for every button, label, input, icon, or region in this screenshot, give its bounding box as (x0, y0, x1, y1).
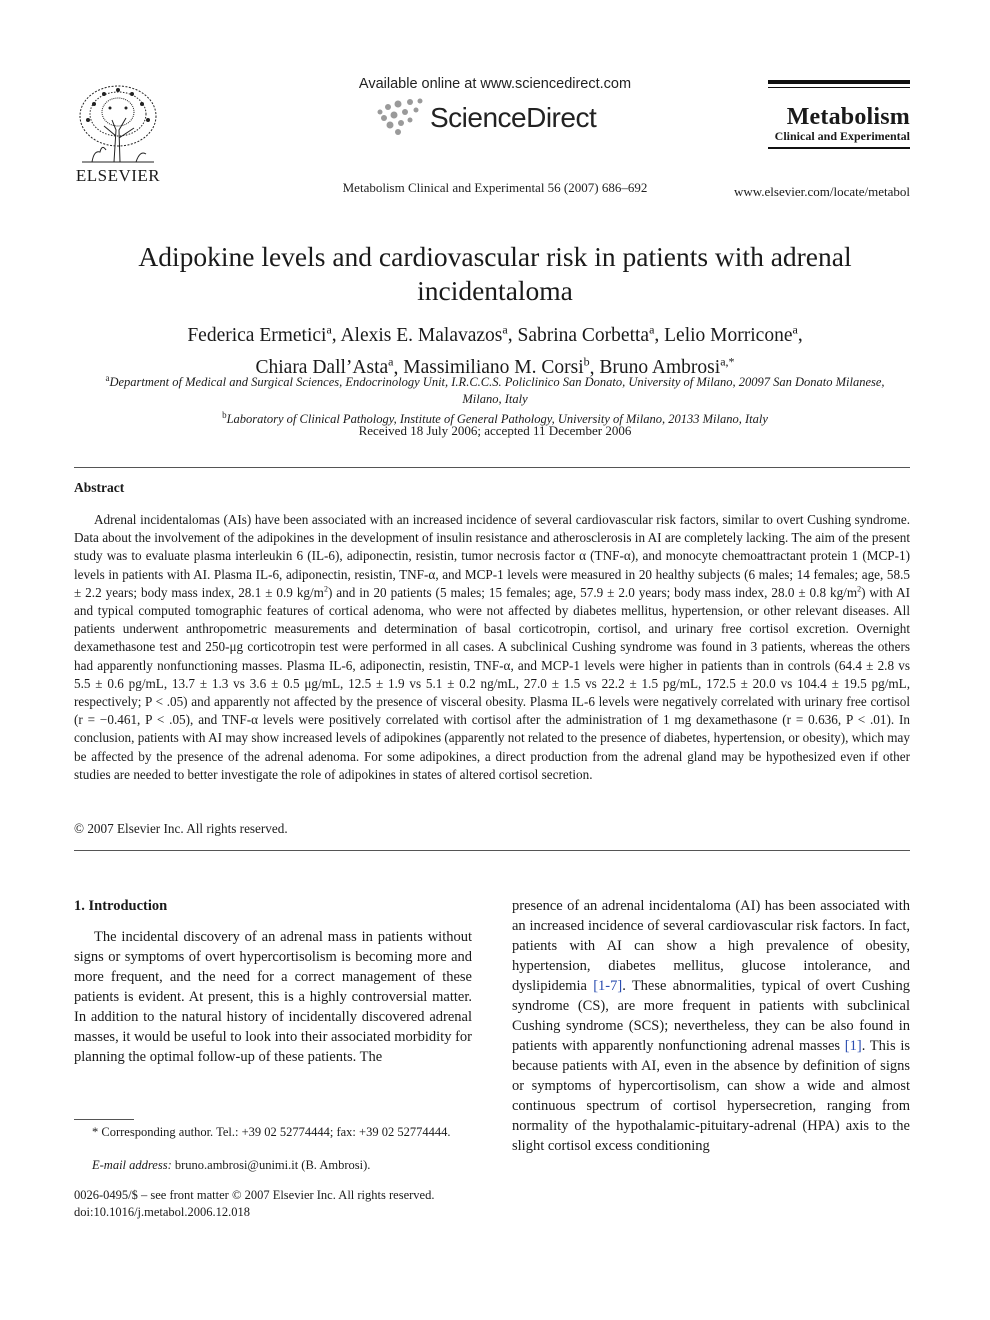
abstract-text: Adrenal incidentalomas (AIs) have been associated with an increased incidence of several cardiovascular risk factors, similar to overt Cushing syndrome. Data about the involvement of the adipokines in the development of insulin resistance and atherosclerosis in AI are completely lacking. The aim of the present study was to evaluate plasma interleukin 6 (IL-6), adiponectin, resistin, tumor necrosis factor α (TNF-α), and monocyte chemoattractant protein 1 (MCP-1) levels in patients with AI. Plasma IL-6, adiponectin, resistin, TNF-α, and MCP-1 levels were measured in 20 healthy subjects (6 males; 14 females; age, 58.5 ± 2.2 years; body mass index, 28.1 ± 0.9 $kg/m^2$) and in 20 patients (5 males; 15 females; age, 57.9 ± 2.0 years; body mass index, 28.0 ± 0.8 $kg/m^2$) with AI and typical computed tomographic features of cortical adenoma, who were not affected by diabetes mellitus, hypertension, or other relevant diseases. All patients underwent anthropometric measurements and determination of basal corticotropin, cortisol, and urinary free cortisol excretion. Overnight dexamethasone test and 250-μg corticotropin test were performed in all cases. A subclinical Cushing syndrome was found in 3 patients, whereas the others had apparently nonfunctioning masses. Plasma IL-6, adiponectin, resistin, TNF-α, and MCP-1 levels were higher in patients than in controls (64.4 ± 2.8 vs 5.5 ± 0.6 pg/mL, 13.7 ± 1.3 vs 3.6 ± 0.5 μg/mL, 12.5 ± 1.9 vs 5.1 ± 0.2 ng/mL, 27.0 ± 1.5 vs 22.2 ± 1.5 pg/mL, 172.5 ± 20.0 vs 104.4 ± 19.5 pg/mL, respectively; P < .05) and apparently not affected by the presence of visceral obesity. Plasma IL-6 levels were negatively correlated with urinary free cortisol (r = −0.461, P < .05), and TNF-α levels were positively correlated with cortisol after the administration of 1 mg dexamethasone (r = 0.636, P < .01). In conclusion, patients with AI may show increased levels of adipokines (apparently not related to the presence of diabetes, hypertension, or obesity), which may be affected by the presence of the adrenal adenoma. For some adipokines, a direct production from the adrenal gland may be hypothesized even if other studies are needed to better investigate the role of adipokines in states of altered cortisol secretion. (74, 512, 911, 782)
footnote-rule (74, 1119, 134, 1120)
journal-url[interactable]: www.elsevier.com/locate/metabol (733, 184, 910, 199)
affiliation: $^a$Department of Medical and Surgical Sciences, Endocrinology Unit, I.R.C.C.S. Policlinico San Donato, University of Milano, 20097 San Donato Milanese, Milano, Italy (105, 373, 885, 406)
sciencedirect-header (300, 76, 690, 196)
affiliation: $^b$Laboratory of Clinical Pathology, Institute of General Pathology, University of Milano, 20133 Milano, Italy (222, 410, 768, 427)
issn-line: 0026-0495/$ – see front matter © 2007 Elsevier Inc. All rights reserved. (74, 1188, 435, 1202)
citation-link[interactable]: [1-7] (593, 978, 623, 994)
affiliations (100, 370, 890, 428)
journal-logo-rule (768, 147, 910, 149)
author-list: Federica Ermetici$^a$, Alexis E. Malavazos$^a$, Sabrina Corbetta$^a$, Lelio Morricone$^a$, Chiara Dall’Asta$^a$, Massimiliano M. Corsi$^b$, Bruno Ambrosi$^{a,*}$ (187, 322, 803, 378)
abstract-heading: Abstract (74, 480, 125, 495)
copyright-notice: © 2007 Elsevier Inc. All rights reserved. (74, 821, 288, 836)
elsevier-tree-icon (74, 80, 162, 164)
author[interactable]: Bruno Ambrosi$^{a,*}$ (599, 354, 735, 378)
divider (74, 850, 910, 851)
issn-doi (74, 1187, 434, 1221)
section-heading: 1. Introduction (74, 898, 168, 914)
body-text-left-column: The incidental discovery of an adrenal mass in patients without signs or symptoms of overt hypercortisolism is becoming more and more frequent, and the need for a correct management of these patients is evident. At present, this is a highly controversial matter. In addition to the natural history of incidentally discovered adrenal masses, it would be useful to look into their associated morbidity for planning the optimal follow-up of these patients. The (74, 929, 472, 1065)
author[interactable]: Lelio Morricone$^a$ (664, 322, 798, 346)
journal-subtitle: Clinical and Experimental (774, 129, 910, 143)
author[interactable]: Massimiliano M. Corsi$^b$ (403, 354, 590, 378)
doi-link[interactable]: doi:10.1016/j.metabol.2006.12.018 (74, 1205, 251, 1219)
publisher-name: ELSEVIER (75, 166, 161, 185)
elsevier-logo (72, 80, 164, 186)
journal-logo (768, 80, 910, 149)
author[interactable]: Federica Ermetici$^a$ (187, 322, 332, 346)
author[interactable]: Alexis E. Malavazos$^a$ (340, 322, 508, 346)
divider (74, 467, 910, 468)
journal-logo-rule (768, 87, 910, 88)
article-title: Adipokine levels and cardiovascular risk in patients with adrenal incidentaloma (138, 241, 852, 306)
author[interactable]: Sabrina Corbetta$^a$ (517, 322, 655, 346)
sciencedirect-dots-icon (374, 98, 430, 138)
available-online-text[interactable]: Available online at www.sciencedirect.com (358, 76, 632, 92)
journal-citation: Metabolism Clinical and Experimental 56 (2007) 686–692 (342, 180, 648, 195)
sciencedirect-logo (300, 96, 690, 140)
email-link[interactable]: bruno.ambrosi@unimi.it (B. Ambrosi). (174, 1158, 371, 1172)
corresponding-author-note: * Corresponding author. Tel.: +39 02 52774444; fax: +39 02 52774444. (92, 1125, 451, 1139)
body-text-right-column: presence of an adrenal incidentaloma (AI) has been associated with an increased incidence of several cardiovascular risk factors. In fact, patients with AI can show a high prevalence of obesity, hypertension, diabetes mellitus, glucose intolerance, and dyslipidemia [1-7]. These abnormalities, typical of overt Cushing syndrome (CS), are more frequent in patients with subclinical Cushing syndrome (SCS); nevertheless, they can be also found in patients with apparently nonfunctioning adrenal masses [1]. This is because patients with AI, even in the absence by definition of signs or symptoms of hypercortisolism, can show a wide and almost continuous spectrum of cortisol hypersecretion, ranging from normality of the hypothalamic-pituitary-adrenal (HPA) axis to the slight cortisol excess conditioning (512, 898, 910, 1154)
author[interactable]: Chiara Dall’Asta$^a$ (255, 354, 394, 378)
author-email: E-mail address: bruno.ambrosi@unimi.it (B. Ambrosi). (92, 1158, 371, 1172)
journal-name: Metabolism (786, 104, 910, 130)
citation-link[interactable]: [1] (844, 1038, 862, 1054)
received-dates: Received 18 July 2006; accepted 11 December 2006 (358, 423, 632, 438)
journal-logo-rule (768, 80, 910, 84)
sciencedirect-wordmark: ScienceDirect (430, 102, 597, 133)
